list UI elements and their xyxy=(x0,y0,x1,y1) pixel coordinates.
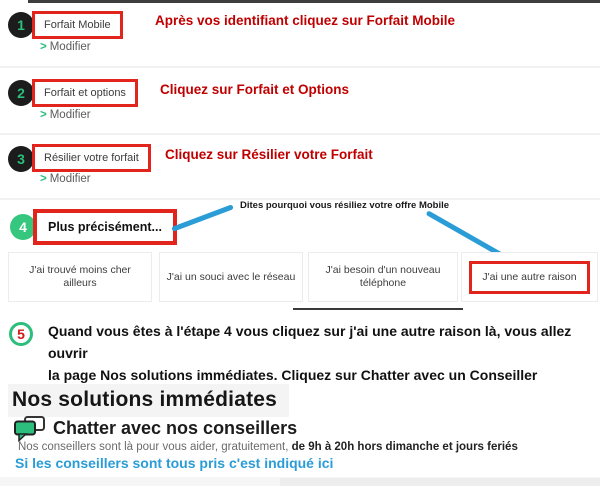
annotation-step-3: Cliquez sur Résilier votre Forfait xyxy=(165,147,373,162)
modifier-link-3[interactable] xyxy=(40,173,91,185)
separator xyxy=(0,66,600,68)
reason-button-souci-reseau[interactable] xyxy=(159,252,303,302)
bottom-divider-right xyxy=(280,478,600,486)
availability-text xyxy=(18,441,518,453)
reason-button-autre-raison-box[interactable] xyxy=(469,261,589,294)
step-1-number: 1 xyxy=(17,17,25,33)
menu-item-resilier-forfait-label: Résilier votre forfait xyxy=(44,152,139,164)
availability-text-bold: de 9h à 20h hors dimanche et jours feriés xyxy=(291,441,518,453)
menu-item-forfait-options[interactable] xyxy=(32,79,138,107)
chevron-right-icon: > xyxy=(40,173,47,185)
reason-button-autre-raison-label: J'ai une autre raison xyxy=(482,270,577,283)
solutions-heading: Nos solutions immédiates xyxy=(8,384,289,417)
step-3-number: 3 xyxy=(17,151,25,167)
modifier-link-2[interactable] xyxy=(40,109,91,121)
reason-button-nouveau-telephone[interactable] xyxy=(308,252,458,302)
top-edge-line xyxy=(28,0,600,3)
annotation-step-5-line1: Quand vous êtes à l'étape 4 vous cliquez sur j'ai une autre raison là, vous allez ouvrir xyxy=(48,323,572,361)
chat-bubbles-icon xyxy=(13,415,46,442)
reason-button-moins-cher-label: J'ai trouvé moins cher ailleurs xyxy=(29,264,131,289)
step-1-badge xyxy=(8,12,34,38)
step-3-badge xyxy=(8,146,34,172)
modifier-link-1[interactable] xyxy=(40,41,91,53)
modifier-link-2-label: Modifier xyxy=(49,109,91,121)
reason-button-souci-reseau-label: J'ai un souci avec le réseau xyxy=(166,270,296,283)
menu-item-resilier-forfait[interactable] xyxy=(32,144,151,172)
step-2-number: 2 xyxy=(17,85,25,101)
menu-item-forfait-mobile-label: Forfait Mobile xyxy=(44,19,111,31)
step-5-badge xyxy=(9,322,33,346)
chevron-right-icon: > xyxy=(40,109,47,121)
availability-text-normal: Nos conseillers sont là pour vous aider, gratuitement, xyxy=(18,441,292,453)
step-2-badge xyxy=(8,80,34,106)
chat-with-advisors-label: Chatter avec nos conseillers xyxy=(53,418,298,438)
annotation-step-1: Après vos identifiant cliquez sur Forfait Mobile xyxy=(155,13,456,28)
annotation-step-4: Dites pourquoi vous résiliez votre offre Mobile xyxy=(240,200,450,211)
mid-edge-line xyxy=(293,308,463,310)
annotation-step-2: Cliquez sur Forfait et Options xyxy=(160,82,350,97)
reason-button-moins-cher[interactable] xyxy=(8,252,152,302)
menu-item-forfait-mobile[interactable] xyxy=(32,11,123,39)
annotation-busy-advisors: Si les conseillers sont tous pris c'est indiqué ici xyxy=(15,455,334,471)
modifier-link-1-label: Modifier xyxy=(49,41,91,53)
reason-button-nouveau-telephone-label: J'ai besoin d'un nouveau téléphone xyxy=(325,264,441,289)
section-plus-precisement xyxy=(33,209,177,245)
step-5-number: 5 xyxy=(17,326,25,342)
arrow-left-icon xyxy=(171,204,233,231)
menu-item-forfait-options-label: Forfait et options xyxy=(44,87,126,99)
chat-with-advisors-link[interactable] xyxy=(13,415,297,442)
chevron-right-icon: > xyxy=(40,41,47,53)
section-plus-precisement-label: Plus précisément... xyxy=(48,220,162,234)
separator xyxy=(0,133,600,135)
step-4-number: 4 xyxy=(19,219,27,235)
annotation-step-5 xyxy=(48,320,578,386)
modifier-link-3-label: Modifier xyxy=(49,173,91,185)
reason-button-autre-raison[interactable] xyxy=(461,252,598,302)
annotation-step-5-line2: la page Nos solutions immédiates. Cliquez sur Chatter avec un Conseiller xyxy=(48,367,538,383)
